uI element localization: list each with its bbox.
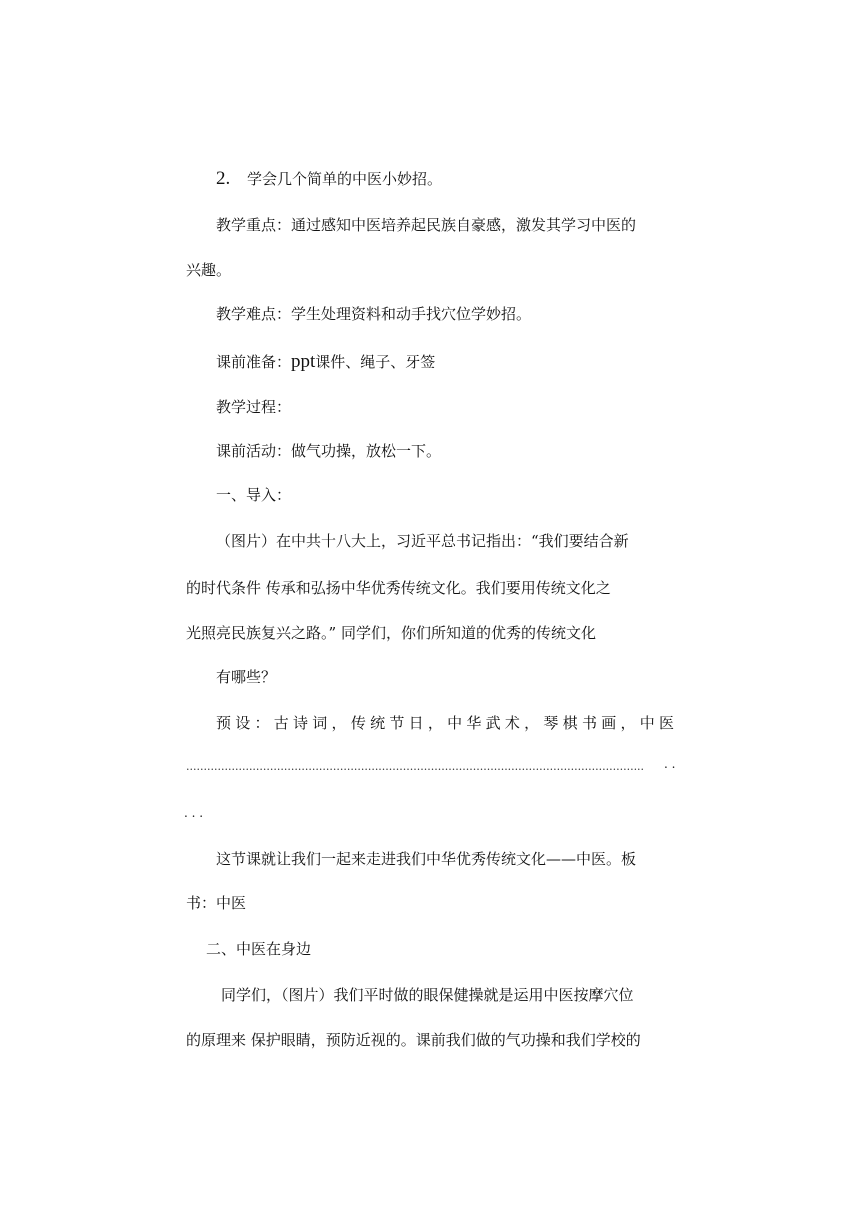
list-item-2 xyxy=(216,169,442,189)
section-1-heading: 一、导入： xyxy=(216,486,292,504)
intro-paragraph-line: 的时代条件 传承和弘扬中华优秀传统文化。我们要用传统文化之 xyxy=(186,579,611,597)
dotted-leader: ................................................................................................................................... xyxy=(186,760,645,773)
class-preparation xyxy=(216,352,435,372)
list-text: 学会几个简单的中医小妙招。 xyxy=(247,170,443,188)
body-paragraph-line: 的原理来 保护眼睛，预防近视的。课前我们做的气功操和我们学校的 xyxy=(186,1031,641,1049)
preset-answers: 预设：古诗词，传统节日，中华武术，琴棋书画，中医 xyxy=(216,714,674,732)
body-paragraph-line: 同学们，（图片）我们平时做的眼保健操就是运用中医按摩穴位 xyxy=(221,986,634,1004)
teaching-focus: 教学重点：通过感知中医培养起民族自豪感，激发其学习中医的 xyxy=(216,216,637,234)
intro-paragraph-line: （图片）在中共十八大上，习近平总书记指出：“我们要结合新 xyxy=(216,532,629,550)
teaching-process: 教学过程： xyxy=(216,398,292,416)
lesson-intro-line: 书：中医 xyxy=(186,894,247,912)
prep-label: 课前准备： xyxy=(216,353,292,371)
teaching-focus-cont: 兴趣。 xyxy=(186,261,232,279)
dotted-leader-end: . . xyxy=(664,757,676,771)
teaching-difficulty: 教学难点：学生处理资料和动手找穴位学妙招。 xyxy=(216,305,532,323)
section-2-heading: 二、中医在身边 xyxy=(206,940,312,958)
dotted-leader-cont: . . . xyxy=(184,806,204,820)
prep-items: 课件、绳子、牙签 xyxy=(315,353,436,371)
lesson-intro-line: 这节课就让我们一起来走进我们中华优秀传统文化——中医。板 xyxy=(216,850,637,868)
pre-class-activity: 课前活动：做气功操，放松一下。 xyxy=(216,442,442,460)
intro-paragraph-line: 光照亮民族复兴之路。” 同学们，你们所知道的优秀的传统文化 xyxy=(186,624,596,642)
list-number: 2. xyxy=(216,168,231,189)
intro-paragraph-line: 有哪些？ xyxy=(216,668,277,686)
prep-ppt: ppt xyxy=(291,351,316,372)
